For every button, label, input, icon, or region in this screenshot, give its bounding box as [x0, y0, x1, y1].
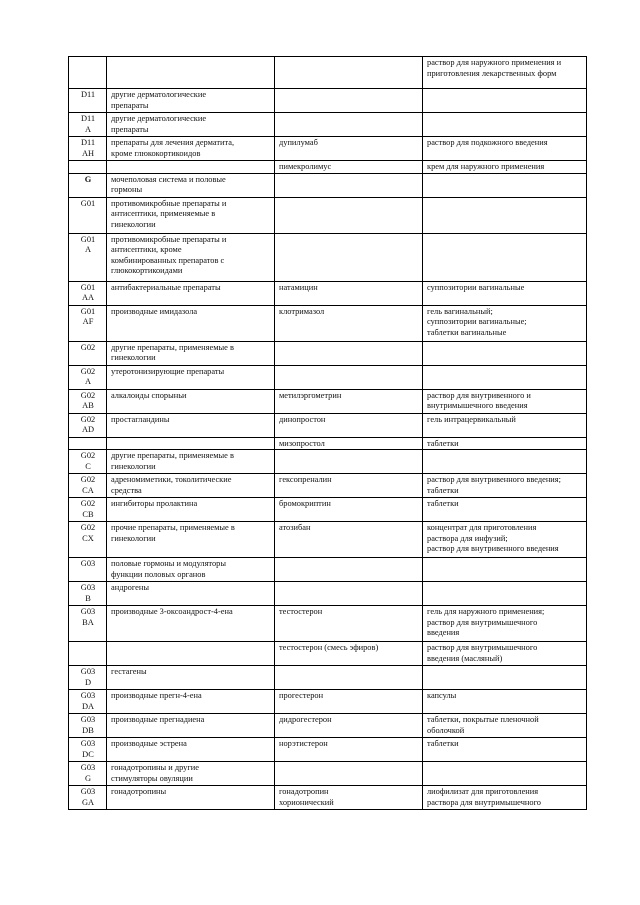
atc-code-cell — [69, 233, 107, 281]
atc-code-cell — [69, 173, 107, 197]
atc-group-name-text: мочеполовая система и половые гормоны — [111, 174, 226, 194]
drug-name-cell — [275, 281, 423, 305]
atc-code-text: G — [84, 174, 92, 184]
dosage-form-cell — [423, 786, 587, 810]
drug-name-cell — [275, 786, 423, 810]
drug-name-cell — [275, 365, 423, 389]
atc-code-cell — [69, 450, 107, 474]
atc-group-name-cell — [107, 173, 275, 197]
atc-code-cell — [69, 642, 107, 666]
atc-group-name-cell — [107, 642, 275, 666]
atc-group-name-cell — [107, 305, 275, 341]
atc-code-cell — [69, 161, 107, 174]
atc-group-name-cell — [107, 786, 275, 810]
atc-code-text: G01 AF — [80, 306, 96, 326]
dosage-form-cell — [423, 389, 587, 413]
atc-code-cell — [69, 137, 107, 161]
atc-group-name-text: другие препараты, применяемые в гинекологии — [111, 451, 234, 471]
dosage-form-cell — [423, 89, 587, 113]
table-row — [69, 558, 587, 582]
table-row — [69, 474, 587, 498]
dosage-form-text: суппозитории вагинальные — [427, 282, 525, 292]
atc-code-cell — [69, 365, 107, 389]
table-row — [69, 305, 587, 341]
table-row — [69, 233, 587, 281]
table-row — [69, 137, 587, 161]
atc-group-name-cell — [107, 498, 275, 522]
dosage-form-cell — [423, 762, 587, 786]
atc-code-cell — [69, 786, 107, 810]
atc-group-name-text: производные 3-оксоандрост-4-ена — [111, 607, 233, 616]
atc-group-name-cell — [107, 281, 275, 305]
table-row — [69, 113, 587, 137]
table-row — [69, 389, 587, 413]
atc-group-name-cell — [107, 161, 275, 174]
table-row — [69, 413, 587, 437]
atc-group-name-text: антибактериальные препараты — [111, 282, 221, 292]
drug-name-cell — [275, 341, 423, 365]
drug-name-text: мизопростол — [279, 438, 325, 448]
atc-group-name-cell — [107, 137, 275, 161]
atc-group-name-cell — [107, 738, 275, 762]
dosage-form-cell — [423, 738, 587, 762]
atc-group-name-text: простагландины — [111, 414, 170, 424]
dosage-form-cell — [423, 522, 587, 558]
table-row — [69, 786, 587, 810]
table-row — [69, 666, 587, 690]
atc-group-name-text: производные прегнадиена — [111, 715, 205, 724]
atc-code-cell — [69, 474, 107, 498]
table-row — [69, 450, 587, 474]
drug-name-cell — [275, 450, 423, 474]
atc-code-text: G02 C — [80, 451, 96, 471]
atc-group-name-cell — [107, 57, 275, 89]
atc-group-name-text: производные прегн-4-ена — [111, 691, 202, 700]
atc-code-text: G03 G — [80, 763, 96, 783]
atc-group-name-text: утеротонизирующие препараты — [111, 366, 225, 376]
atc-code-cell — [69, 341, 107, 365]
dosage-form-text: лиофилизат для приготовления раствора для внутримышечного — [427, 787, 541, 807]
atc-code-text: G01 AA — [80, 282, 96, 302]
atc-group-name-cell — [107, 365, 275, 389]
drug-name-cell — [275, 173, 423, 197]
atc-code-text: G02 CA — [80, 475, 96, 495]
atc-group-name-text: адреномиметики, токолитические средства — [111, 475, 232, 495]
dosage-form-text: концентрат для приготовления раствора для инфузий; раствор для внутривенного введения — [427, 523, 559, 553]
drug-name-cell — [275, 137, 423, 161]
drug-name-cell — [275, 161, 423, 174]
drug-name-text: норэтистерон — [279, 739, 328, 748]
drug-name-text: гонадотропин хорионический — [279, 787, 334, 807]
table-row — [69, 365, 587, 389]
drug-name-text: дидрогестерон — [279, 715, 332, 724]
table-row — [69, 642, 587, 666]
dosage-form-text: гель вагинальный; суппозитории вагинальные; таблетки вагинальные — [427, 306, 527, 337]
drug-name-text: клотримазол — [279, 306, 325, 316]
atc-group-name-text: препараты для лечения дерматита, кроме глюкокортикоидов — [111, 138, 235, 158]
dosage-form-text: раствор для подкожного введения — [427, 138, 548, 147]
atc-code-cell — [69, 197, 107, 233]
table-row — [69, 498, 587, 522]
atc-code-text: D11 AH — [80, 138, 96, 158]
drug-name-text: гексопреналин — [279, 475, 332, 484]
atc-group-name-text: гестагены — [111, 667, 147, 676]
dosage-form-cell — [423, 197, 587, 233]
atc-code-cell — [69, 305, 107, 341]
atc-group-name-cell — [107, 197, 275, 233]
atc-code-text: D11 — [80, 90, 96, 99]
atc-group-name-text: гонадотропины и другие стимуляторы овуляции — [111, 763, 199, 783]
atc-group-name-cell — [107, 666, 275, 690]
dosage-form-cell — [423, 642, 587, 666]
drug-name-cell — [275, 582, 423, 606]
atc-code-text: G03 DA — [80, 691, 96, 711]
atc-code-text: G03 D — [80, 667, 96, 687]
atc-code-text: D11 A — [80, 114, 96, 134]
table-row — [69, 89, 587, 113]
atc-code-text: G03 DB — [80, 715, 96, 735]
dosage-form-text: раствор для наружного применения и приготовления лекарственных форм — [427, 58, 562, 78]
drug-name-text: атозибан — [279, 523, 311, 532]
atc-group-name-text: другие дерматологические препараты — [111, 90, 207, 110]
atc-code-cell — [69, 558, 107, 582]
drug-name-text: бромокриптин — [279, 499, 331, 508]
dosage-form-text: раствор для внутривенного и внутримышечного введения — [427, 390, 531, 410]
atc-group-name-cell — [107, 450, 275, 474]
atc-code-cell — [69, 606, 107, 642]
atc-code-cell — [69, 522, 107, 558]
table-row — [69, 738, 587, 762]
table-row — [69, 762, 587, 786]
table-row — [69, 606, 587, 642]
table-row — [69, 173, 587, 197]
table-row — [69, 690, 587, 714]
dosage-form-cell — [423, 113, 587, 137]
drug-name-cell — [275, 642, 423, 666]
drug-name-cell — [275, 714, 423, 738]
drug-name-cell — [275, 558, 423, 582]
atc-group-name-cell — [107, 714, 275, 738]
dosage-form-cell — [423, 437, 587, 450]
table-row — [69, 437, 587, 450]
drug-name-cell — [275, 762, 423, 786]
dosage-form-cell — [423, 365, 587, 389]
dosage-form-cell — [423, 57, 587, 89]
dosage-form-text: гель для наружного применения; раствор для внутримышечного введения — [427, 607, 545, 637]
dosage-form-text: таблетки — [427, 499, 459, 508]
atc-group-name-text: противомикробные препараты и антисептики, применяемые в гинекологии — [111, 198, 227, 229]
atc-code-cell — [69, 89, 107, 113]
drug-name-cell — [275, 474, 423, 498]
atc-group-name-cell — [107, 437, 275, 450]
atc-group-name-cell — [107, 89, 275, 113]
atc-code-text: G02 AB — [80, 390, 96, 410]
atc-group-name-text: гонадотропины — [111, 787, 167, 796]
atc-group-name-cell — [107, 606, 275, 642]
atc-code-text: G02 — [80, 342, 96, 352]
drug-name-cell — [275, 233, 423, 281]
dosage-form-text: таблетки, покрытые пленочной оболочкой — [427, 715, 539, 735]
drug-name-text: тестостерон — [279, 607, 323, 616]
dosage-form-cell — [423, 173, 587, 197]
table-row — [69, 57, 587, 89]
atc-code-text: G02 CB — [80, 499, 96, 519]
drug-name-cell — [275, 522, 423, 558]
atc-group-name-text: другие препараты, применяемые в гинекологии — [111, 342, 234, 362]
atc-group-name-cell — [107, 389, 275, 413]
atc-group-name-cell — [107, 582, 275, 606]
atc-code-cell — [69, 690, 107, 714]
atc-code-cell — [69, 413, 107, 437]
atc-code-text: G01 — [80, 198, 96, 208]
drug-name-text: пимекролимус — [279, 162, 332, 171]
drug-name-cell — [275, 666, 423, 690]
atc-code-cell — [69, 714, 107, 738]
dosage-form-cell — [423, 450, 587, 474]
atc-group-name-text: противомикробные препараты и антисептики, кроме комбинированных препаратов с глюкокортикоидами — [111, 234, 227, 275]
atc-group-name-text: производные имидазола — [111, 306, 198, 316]
atc-group-name-text: андрогены — [111, 583, 149, 592]
drug-name-cell — [275, 498, 423, 522]
table-row — [69, 522, 587, 558]
atc-group-name-cell — [107, 762, 275, 786]
atc-code-text: G02 AD — [80, 414, 96, 434]
atc-group-name-text: прочие препараты, применяемые в гинекологии — [111, 523, 235, 543]
atc-code-cell — [69, 113, 107, 137]
atc-code-cell — [69, 281, 107, 305]
atc-code-text: G03 — [80, 559, 96, 568]
dosage-form-cell — [423, 281, 587, 305]
drug-name-text: тестостерон (смесь эфиров) — [279, 643, 379, 652]
dosage-form-text: раствор для внутривенного введения; таблетки — [427, 475, 561, 495]
drug-name-cell — [275, 113, 423, 137]
atc-code-cell — [69, 666, 107, 690]
dosage-form-cell — [423, 690, 587, 714]
atc-code-cell — [69, 437, 107, 450]
atc-group-name-text: производные эстрена — [111, 739, 187, 748]
dosage-form-cell — [423, 582, 587, 606]
atc-group-name-cell — [107, 558, 275, 582]
atc-group-name-cell — [107, 113, 275, 137]
drug-classification-table — [68, 56, 587, 810]
atc-group-name-cell — [107, 474, 275, 498]
dosage-form-cell — [423, 666, 587, 690]
atc-group-name-text: ингибиторы пролактина — [111, 499, 198, 508]
atc-code-cell — [69, 762, 107, 786]
drug-name-cell — [275, 389, 423, 413]
drug-name-cell — [275, 437, 423, 450]
drug-name-text: прогестерон — [279, 691, 324, 700]
drug-name-cell — [275, 413, 423, 437]
dosage-form-cell — [423, 137, 587, 161]
dosage-form-cell — [423, 606, 587, 642]
dosage-form-cell — [423, 474, 587, 498]
drug-name-text: дупилумаб — [279, 138, 318, 147]
table-row — [69, 582, 587, 606]
drug-name-cell — [275, 305, 423, 341]
atc-group-name-cell — [107, 341, 275, 365]
table-row — [69, 714, 587, 738]
atc-code-cell — [69, 738, 107, 762]
drug-name-cell — [275, 197, 423, 233]
table-row — [69, 341, 587, 365]
atc-code-text: G01 A — [80, 234, 96, 254]
atc-code-text: G02 A — [80, 366, 96, 386]
dosage-form-cell — [423, 714, 587, 738]
atc-code-text: G02 CX — [80, 523, 96, 543]
dosage-form-cell — [423, 558, 587, 582]
dosage-form-text: крем для наружного применения — [427, 162, 545, 171]
drug-name-cell — [275, 57, 423, 89]
dosage-form-cell — [423, 498, 587, 522]
atc-group-name-text: алкалоиды спорыньи — [111, 390, 187, 400]
atc-code-text: G03 GA — [80, 787, 96, 807]
atc-code-text: G03 BA — [80, 607, 96, 627]
drug-name-cell — [275, 738, 423, 762]
dosage-form-text: капсулы — [427, 691, 457, 700]
dosage-form-text: гель интрацервикальный — [427, 414, 516, 424]
dosage-form-text: таблетки — [427, 739, 459, 748]
dosage-form-cell — [423, 305, 587, 341]
atc-code-cell — [69, 582, 107, 606]
atc-code-text: G03 DC — [80, 739, 96, 759]
drug-name-cell — [275, 690, 423, 714]
dosage-form-cell — [423, 161, 587, 174]
atc-group-name-text: половые гормоны и модуляторы функции половых органов — [111, 559, 226, 579]
drug-name-text: натамицин — [279, 282, 318, 292]
table-row — [69, 281, 587, 305]
atc-code-cell — [69, 498, 107, 522]
atc-group-name-cell — [107, 413, 275, 437]
dosage-form-text: таблетки — [427, 438, 459, 448]
atc-code-cell — [69, 389, 107, 413]
atc-group-name-text: другие дерматологические препараты — [111, 114, 207, 134]
dosage-form-cell — [423, 413, 587, 437]
drug-name-text: динопростон — [279, 414, 326, 424]
atc-group-name-cell — [107, 690, 275, 714]
dosage-form-cell — [423, 341, 587, 365]
dosage-form-cell — [423, 233, 587, 281]
atc-code-text: G03 B — [80, 583, 96, 603]
atc-group-name-cell — [107, 522, 275, 558]
table-row — [69, 197, 587, 233]
table-row — [69, 161, 587, 174]
table-body — [69, 57, 587, 810]
dosage-form-text: раствор для внутримышечного введения (масляный) — [427, 643, 538, 663]
drug-name-cell — [275, 89, 423, 113]
atc-code-cell — [69, 57, 107, 89]
drug-name-text: метилэргометрин — [279, 390, 342, 400]
atc-group-name-cell — [107, 233, 275, 281]
drug-name-cell — [275, 606, 423, 642]
